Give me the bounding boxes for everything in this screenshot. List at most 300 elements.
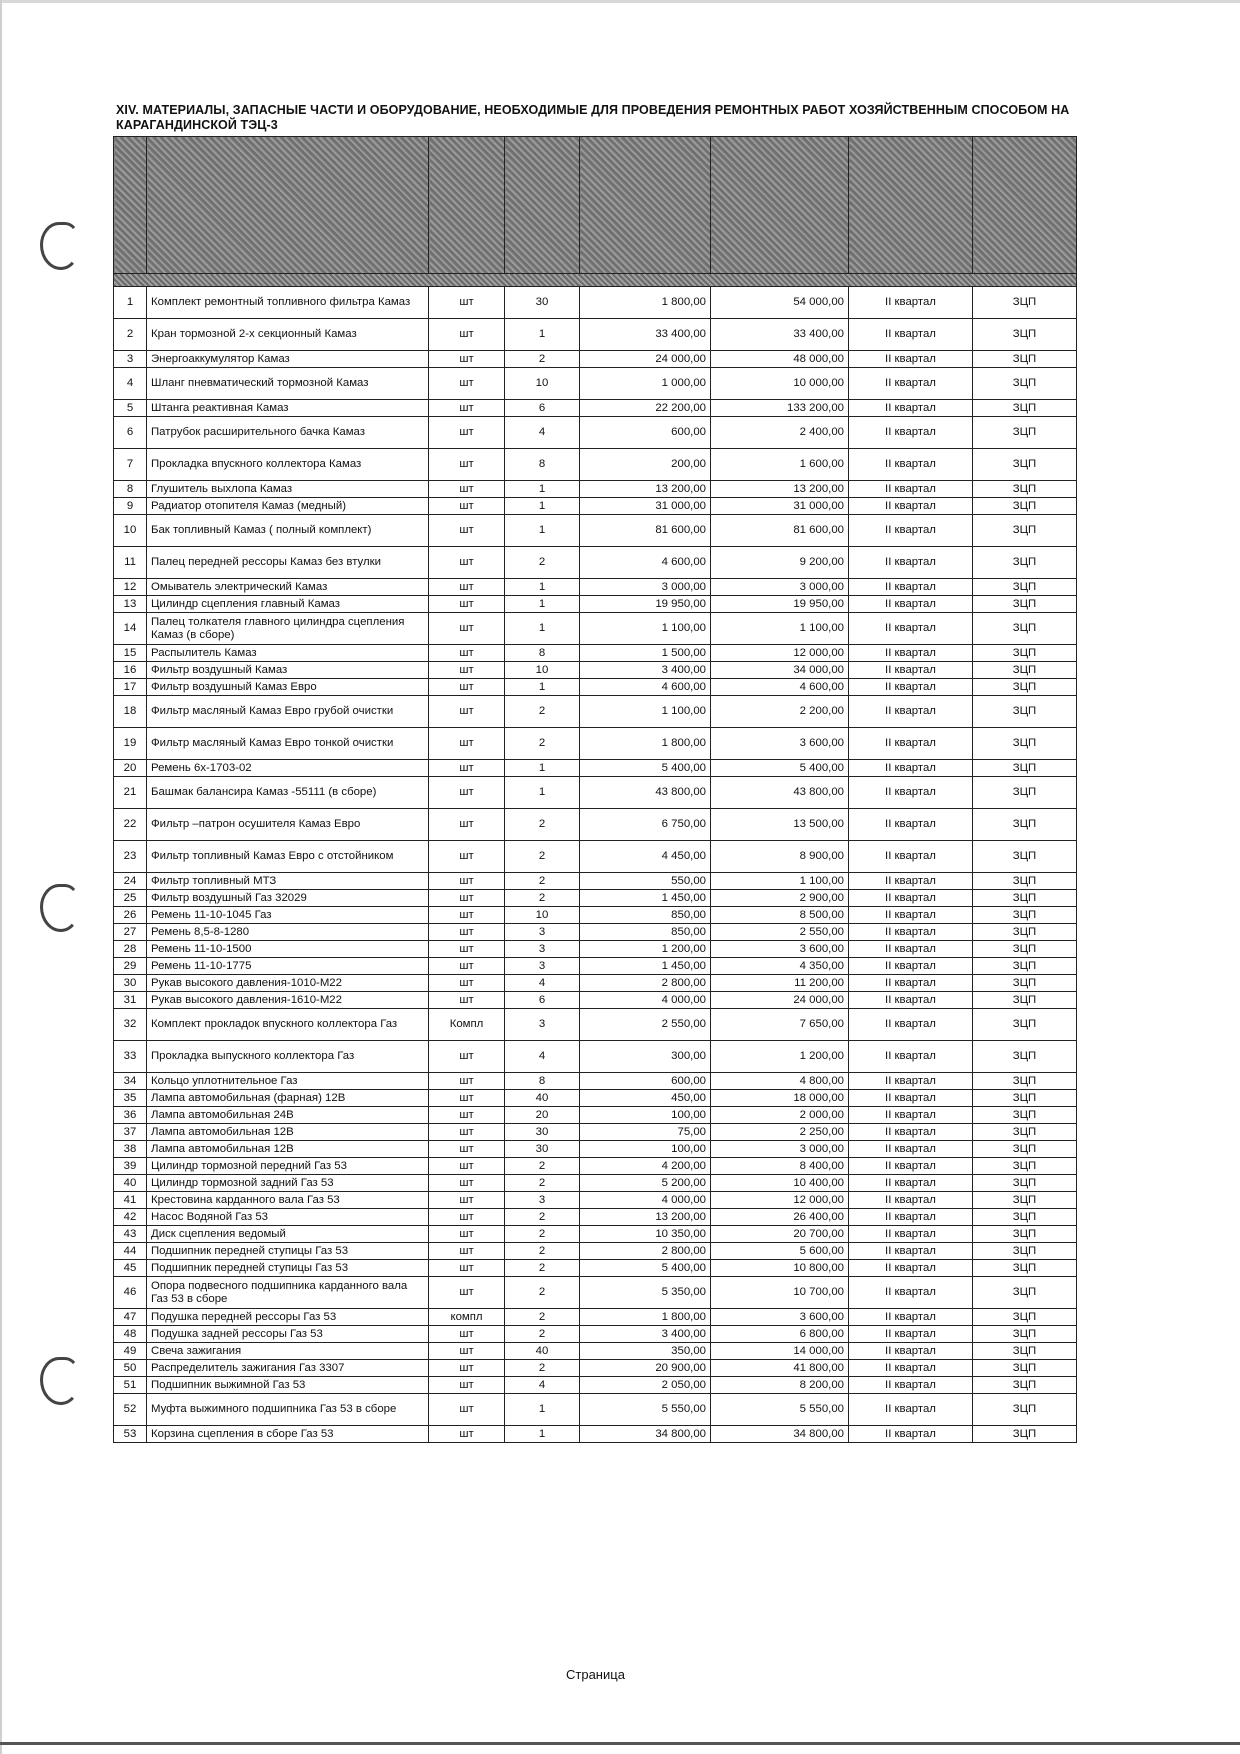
row-number: 39: [114, 1158, 147, 1175]
price-cell: 4 000,00: [580, 992, 711, 1009]
item-name: Ремень 8,5-8-1280: [147, 924, 429, 941]
table-row: [114, 777, 1077, 809]
quantity-cell: 4: [505, 417, 580, 449]
quantity-cell: 2: [505, 547, 580, 579]
row-number: 4: [114, 368, 147, 400]
table-row: [114, 760, 1077, 777]
table-row: [114, 1192, 1077, 1209]
period-cell: II квартал: [849, 351, 973, 368]
table-row: [114, 890, 1077, 907]
price-cell: 850,00: [580, 924, 711, 941]
sum-cell: 1 200,00: [711, 1041, 849, 1073]
header-cell: [429, 137, 505, 274]
unit-cell: шт: [429, 547, 505, 579]
period-cell: II квартал: [849, 777, 973, 809]
period-cell: II квартал: [849, 662, 973, 679]
table-row: [114, 1124, 1077, 1141]
item-name: Опора подвесного подшипника карданного вала Газ 53 в сборе: [147, 1277, 429, 1309]
price-cell: 24 000,00: [580, 351, 711, 368]
price-cell: 4 450,00: [580, 841, 711, 873]
department-cell: ЗЦП: [973, 579, 1077, 596]
department-cell: ЗЦП: [973, 1326, 1077, 1343]
unit-cell: шт: [429, 1175, 505, 1192]
row-number: 23: [114, 841, 147, 873]
department-cell: ЗЦП: [973, 1175, 1077, 1192]
item-name: Комплект ремонтный топливного фильтра Камаз: [147, 287, 429, 319]
table-row: [114, 1343, 1077, 1360]
table-row: [114, 400, 1077, 417]
quantity-cell: 2: [505, 351, 580, 368]
quantity-cell: 2: [505, 1260, 580, 1277]
department-cell: ЗЦП: [973, 1260, 1077, 1277]
price-cell: 1 100,00: [580, 696, 711, 728]
quantity-cell: 40: [505, 1343, 580, 1360]
sum-cell: 10 000,00: [711, 368, 849, 400]
quantity-cell: 1: [505, 1426, 580, 1443]
price-cell: 1 800,00: [580, 728, 711, 760]
table-row: [114, 1326, 1077, 1343]
row-number: 6: [114, 417, 147, 449]
item-name: Башмак балансира Камаз -55111 (в сборе): [147, 777, 429, 809]
item-name: Распределитель зажигания Газ 3307: [147, 1360, 429, 1377]
item-name: Ремень 11-10-1500: [147, 941, 429, 958]
department-cell: ЗЦП: [973, 975, 1077, 992]
period-cell: II квартал: [849, 760, 973, 777]
price-cell: 1 450,00: [580, 958, 711, 975]
department-cell: ЗЦП: [973, 1243, 1077, 1260]
quantity-cell: 20: [505, 1107, 580, 1124]
department-cell: ЗЦП: [973, 498, 1077, 515]
quantity-cell: 1: [505, 760, 580, 777]
quantity-cell: 4: [505, 1377, 580, 1394]
quantity-cell: 3: [505, 958, 580, 975]
unit-cell: шт: [429, 1243, 505, 1260]
table-row: [114, 1226, 1077, 1243]
unit-cell: шт: [429, 873, 505, 890]
price-cell: 300,00: [580, 1041, 711, 1073]
department-cell: ЗЦП: [973, 941, 1077, 958]
price-cell: 5 400,00: [580, 1260, 711, 1277]
quantity-cell: 2: [505, 1175, 580, 1192]
sum-cell: 3 000,00: [711, 579, 849, 596]
price-cell: 20 900,00: [580, 1360, 711, 1377]
price-cell: 4 600,00: [580, 679, 711, 696]
table-row: [114, 1107, 1077, 1124]
row-number: 31: [114, 992, 147, 1009]
row-number: 41: [114, 1192, 147, 1209]
item-name: Рукав высокого давления-1610-М22: [147, 992, 429, 1009]
item-name: Ремень 11-10-1775: [147, 958, 429, 975]
quantity-cell: 4: [505, 1041, 580, 1073]
table-row: [114, 1360, 1077, 1377]
period-cell: II квартал: [849, 679, 973, 696]
item-name: Цилиндр тормозной передний Газ 53: [147, 1158, 429, 1175]
unit-cell: шт: [429, 992, 505, 1009]
department-cell: ЗЦП: [973, 645, 1077, 662]
sum-cell: 7 650,00: [711, 1009, 849, 1041]
row-number: 53: [114, 1426, 147, 1443]
row-number: 14: [114, 613, 147, 645]
quantity-cell: 2: [505, 1243, 580, 1260]
table-row: [114, 1309, 1077, 1326]
table-row: [114, 1243, 1077, 1260]
sum-cell: 10 400,00: [711, 1175, 849, 1192]
period-cell: II квартал: [849, 596, 973, 613]
price-cell: 19 950,00: [580, 596, 711, 613]
item-name: Свеча зажигания: [147, 1343, 429, 1360]
unit-cell: шт: [429, 1277, 505, 1309]
period-cell: II квартал: [849, 941, 973, 958]
section-cell: [114, 274, 1077, 287]
period-cell: II квартал: [849, 481, 973, 498]
row-number: 26: [114, 907, 147, 924]
period-cell: II квартал: [849, 1209, 973, 1226]
department-cell: ЗЦП: [973, 1343, 1077, 1360]
row-number: 15: [114, 645, 147, 662]
sum-cell: 43 800,00: [711, 777, 849, 809]
sum-cell: 8 900,00: [711, 841, 849, 873]
period-cell: II квартал: [849, 1243, 973, 1260]
quantity-cell: 3: [505, 1192, 580, 1209]
item-name: Подшипник передней ступицы Газ 53: [147, 1260, 429, 1277]
punch-hole-mark: [40, 222, 80, 270]
table-row: [114, 809, 1077, 841]
quantity-cell: 1: [505, 498, 580, 515]
quantity-cell: 2: [505, 1158, 580, 1175]
price-cell: 5 550,00: [580, 1394, 711, 1426]
sum-cell: 31 000,00: [711, 498, 849, 515]
table-row: [114, 481, 1077, 498]
quantity-cell: 2: [505, 1226, 580, 1243]
price-cell: 34 800,00: [580, 1426, 711, 1443]
unit-cell: шт: [429, 1041, 505, 1073]
sum-cell: 5 600,00: [711, 1243, 849, 1260]
period-cell: II квартал: [849, 1360, 973, 1377]
item-name: Подшипник выжимной Газ 53: [147, 1377, 429, 1394]
price-cell: 5 200,00: [580, 1175, 711, 1192]
table-row: [114, 1158, 1077, 1175]
price-cell: 43 800,00: [580, 777, 711, 809]
unit-cell: шт: [429, 481, 505, 498]
department-cell: ЗЦП: [973, 515, 1077, 547]
period-cell: II квартал: [849, 696, 973, 728]
item-name: Лампа автомобильная 12В: [147, 1141, 429, 1158]
unit-cell: шт: [429, 645, 505, 662]
unit-cell: шт: [429, 1192, 505, 1209]
quantity-cell: 1: [505, 481, 580, 498]
row-number: 37: [114, 1124, 147, 1141]
item-name: Ремень 6х-1703-02: [147, 760, 429, 777]
period-cell: II квартал: [849, 873, 973, 890]
period-cell: II квартал: [849, 613, 973, 645]
price-cell: 450,00: [580, 1090, 711, 1107]
sum-cell: 10 800,00: [711, 1260, 849, 1277]
unit-cell: шт: [429, 696, 505, 728]
department-cell: ЗЦП: [973, 613, 1077, 645]
quantity-cell: 1: [505, 777, 580, 809]
quantity-cell: 2: [505, 1309, 580, 1326]
header-cell: [711, 137, 849, 274]
price-cell: 6 750,00: [580, 809, 711, 841]
department-cell: ЗЦП: [973, 728, 1077, 760]
unit-cell: шт: [429, 449, 505, 481]
price-cell: 2 800,00: [580, 1243, 711, 1260]
sum-cell: 41 800,00: [711, 1360, 849, 1377]
unit-cell: шт: [429, 319, 505, 351]
department-cell: ЗЦП: [973, 809, 1077, 841]
table-row: [114, 696, 1077, 728]
unit-cell: шт: [429, 1360, 505, 1377]
period-cell: II квартал: [849, 1226, 973, 1243]
sum-cell: 4 350,00: [711, 958, 849, 975]
table-row: [114, 417, 1077, 449]
sum-cell: 48 000,00: [711, 351, 849, 368]
row-number: 13: [114, 596, 147, 613]
unit-cell: шт: [429, 1073, 505, 1090]
department-cell: ЗЦП: [973, 287, 1077, 319]
period-cell: II квартал: [849, 809, 973, 841]
department-cell: ЗЦП: [973, 1141, 1077, 1158]
price-cell: 1 500,00: [580, 645, 711, 662]
quantity-cell: 10: [505, 368, 580, 400]
sum-cell: 2 250,00: [711, 1124, 849, 1141]
table-row: [114, 1377, 1077, 1394]
quantity-cell: 1: [505, 579, 580, 596]
item-name: Фильтр воздушный Камаз: [147, 662, 429, 679]
table-row: [114, 613, 1077, 645]
scan-edge-top: [0, 0, 1240, 3]
quantity-cell: 1: [505, 319, 580, 351]
quantity-cell: 2: [505, 1326, 580, 1343]
period-cell: II квартал: [849, 449, 973, 481]
price-cell: 3 400,00: [580, 662, 711, 679]
sum-cell: 33 400,00: [711, 319, 849, 351]
item-name: Лампа автомобильная 24В: [147, 1107, 429, 1124]
row-number: 24: [114, 873, 147, 890]
quantity-cell: 2: [505, 1209, 580, 1226]
sum-cell: 12 000,00: [711, 1192, 849, 1209]
price-cell: 31 000,00: [580, 498, 711, 515]
unit-cell: шт: [429, 400, 505, 417]
price-cell: 1 800,00: [580, 287, 711, 319]
department-cell: ЗЦП: [973, 417, 1077, 449]
item-name: Подушка задней рессоры Газ 53: [147, 1326, 429, 1343]
header-cell: [147, 137, 429, 274]
period-cell: II квартал: [849, 1041, 973, 1073]
period-cell: II квартал: [849, 1326, 973, 1343]
item-name: Муфта выжимного подшипника Газ 53 в сборе: [147, 1394, 429, 1426]
row-number: 35: [114, 1090, 147, 1107]
period-cell: II квартал: [849, 1426, 973, 1443]
quantity-cell: 10: [505, 907, 580, 924]
quantity-cell: 10: [505, 662, 580, 679]
department-cell: ЗЦП: [973, 1192, 1077, 1209]
period-cell: II квартал: [849, 1107, 973, 1124]
row-number: 33: [114, 1041, 147, 1073]
period-cell: II квартал: [849, 992, 973, 1009]
row-number: 38: [114, 1141, 147, 1158]
table-row: [114, 645, 1077, 662]
row-number: 20: [114, 760, 147, 777]
quantity-cell: 2: [505, 1360, 580, 1377]
price-cell: 2 550,00: [580, 1009, 711, 1041]
price-cell: 5 350,00: [580, 1277, 711, 1309]
unit-cell: шт: [429, 841, 505, 873]
department-cell: ЗЦП: [973, 841, 1077, 873]
department-cell: ЗЦП: [973, 873, 1077, 890]
period-cell: II квартал: [849, 975, 973, 992]
item-name: Фильтр –патрон осушителя Камаз Евро: [147, 809, 429, 841]
price-cell: 350,00: [580, 1343, 711, 1360]
row-number: 12: [114, 579, 147, 596]
row-number: 43: [114, 1226, 147, 1243]
unit-cell: шт: [429, 613, 505, 645]
department-cell: ЗЦП: [973, 368, 1077, 400]
row-number: 7: [114, 449, 147, 481]
department-cell: ЗЦП: [973, 958, 1077, 975]
department-cell: ЗЦП: [973, 449, 1077, 481]
table-row: [114, 596, 1077, 613]
price-cell: 1 450,00: [580, 890, 711, 907]
row-number: 1: [114, 287, 147, 319]
unit-cell: шт: [429, 809, 505, 841]
unit-cell: шт: [429, 287, 505, 319]
table-row: [114, 728, 1077, 760]
sum-cell: 3 600,00: [711, 1309, 849, 1326]
item-name: Лампа автомобильная (фарная) 12В: [147, 1090, 429, 1107]
price-cell: 4 200,00: [580, 1158, 711, 1175]
quantity-cell: 3: [505, 1009, 580, 1041]
row-number: 17: [114, 679, 147, 696]
table-row: [114, 975, 1077, 992]
sum-cell: 3 600,00: [711, 941, 849, 958]
department-cell: ЗЦП: [973, 907, 1077, 924]
unit-cell: шт: [429, 662, 505, 679]
period-cell: II квартал: [849, 417, 973, 449]
department-cell: ЗЦП: [973, 696, 1077, 728]
period-cell: II квартал: [849, 1073, 973, 1090]
quantity-cell: 2: [505, 1277, 580, 1309]
sum-cell: 5 400,00: [711, 760, 849, 777]
sum-cell: 13 200,00: [711, 481, 849, 498]
sum-cell: 8 200,00: [711, 1377, 849, 1394]
table-row: [114, 679, 1077, 696]
quantity-cell: 30: [505, 287, 580, 319]
quantity-cell: 4: [505, 975, 580, 992]
row-number: 42: [114, 1209, 147, 1226]
sum-cell: 34 800,00: [711, 1426, 849, 1443]
table-row: [114, 319, 1077, 351]
row-number: 30: [114, 975, 147, 992]
price-cell: 81 600,00: [580, 515, 711, 547]
section-row: [114, 274, 1077, 287]
quantity-cell: 1: [505, 1394, 580, 1426]
table-row: [114, 924, 1077, 941]
period-cell: II квартал: [849, 1192, 973, 1209]
period-cell: II квартал: [849, 1309, 973, 1326]
row-number: 18: [114, 696, 147, 728]
item-name: Фильтр топливный МТЗ: [147, 873, 429, 890]
row-number: 16: [114, 662, 147, 679]
item-name: Крестовина карданного вала Газ 53: [147, 1192, 429, 1209]
unit-cell: шт: [429, 1343, 505, 1360]
period-cell: II квартал: [849, 907, 973, 924]
department-cell: ЗЦП: [973, 662, 1077, 679]
price-cell: 200,00: [580, 449, 711, 481]
table-row: [114, 941, 1077, 958]
unit-cell: шт: [429, 596, 505, 613]
item-name: Рукав высокого давления-1010-М22: [147, 975, 429, 992]
period-cell: II квартал: [849, 579, 973, 596]
table-row: [114, 1260, 1077, 1277]
item-name: Фильтр масляный Камаз Евро тонкой очистки: [147, 728, 429, 760]
unit-cell: шт: [429, 941, 505, 958]
department-cell: ЗЦП: [973, 351, 1077, 368]
unit-cell: шт: [429, 417, 505, 449]
period-cell: II квартал: [849, 515, 973, 547]
sum-cell: 2 550,00: [711, 924, 849, 941]
unit-cell: компл: [429, 1309, 505, 1326]
table-row: [114, 368, 1077, 400]
sum-cell: 81 600,00: [711, 515, 849, 547]
table-row: [114, 287, 1077, 319]
unit-cell: шт: [429, 351, 505, 368]
item-name: Прокладка впускного коллектора Камаз: [147, 449, 429, 481]
sum-cell: 24 000,00: [711, 992, 849, 1009]
period-cell: II квартал: [849, 498, 973, 515]
unit-cell: шт: [429, 1141, 505, 1158]
sum-cell: 2 000,00: [711, 1107, 849, 1124]
item-name: Лампа автомобильная 12В: [147, 1124, 429, 1141]
unit-cell: шт: [429, 924, 505, 941]
period-cell: II квартал: [849, 1394, 973, 1426]
row-number: 48: [114, 1326, 147, 1343]
sum-cell: 1 100,00: [711, 873, 849, 890]
period-cell: II квартал: [849, 287, 973, 319]
department-cell: ЗЦП: [973, 777, 1077, 809]
item-name: Диск сцепления ведомый: [147, 1226, 429, 1243]
row-number: 2: [114, 319, 147, 351]
quantity-cell: 6: [505, 992, 580, 1009]
row-number: 34: [114, 1073, 147, 1090]
price-cell: 75,00: [580, 1124, 711, 1141]
page-label: Страница: [566, 1667, 625, 1682]
unit-cell: шт: [429, 777, 505, 809]
scan-edge-left: [0, 0, 2, 1754]
department-cell: ЗЦП: [973, 1309, 1077, 1326]
row-number: 11: [114, 547, 147, 579]
unit-cell: шт: [429, 728, 505, 760]
row-number: 32: [114, 1009, 147, 1041]
sum-cell: 133 200,00: [711, 400, 849, 417]
department-cell: ЗЦП: [973, 1426, 1077, 1443]
department-cell: ЗЦП: [973, 1360, 1077, 1377]
item-name: Палец толкателя главного цилиндра сцепления Камаз (в сборе): [147, 613, 429, 645]
unit-cell: шт: [429, 498, 505, 515]
item-name: Прокладка выпускного коллектора Газ: [147, 1041, 429, 1073]
unit-cell: шт: [429, 1226, 505, 1243]
quantity-cell: 2: [505, 873, 580, 890]
quantity-cell: 6: [505, 400, 580, 417]
price-cell: 1 200,00: [580, 941, 711, 958]
row-number: 21: [114, 777, 147, 809]
period-cell: II квартал: [849, 1260, 973, 1277]
sum-cell: 20 700,00: [711, 1226, 849, 1243]
price-cell: 100,00: [580, 1141, 711, 1158]
period-cell: II квартал: [849, 1009, 973, 1041]
table-row: [114, 907, 1077, 924]
period-cell: II квартал: [849, 645, 973, 662]
